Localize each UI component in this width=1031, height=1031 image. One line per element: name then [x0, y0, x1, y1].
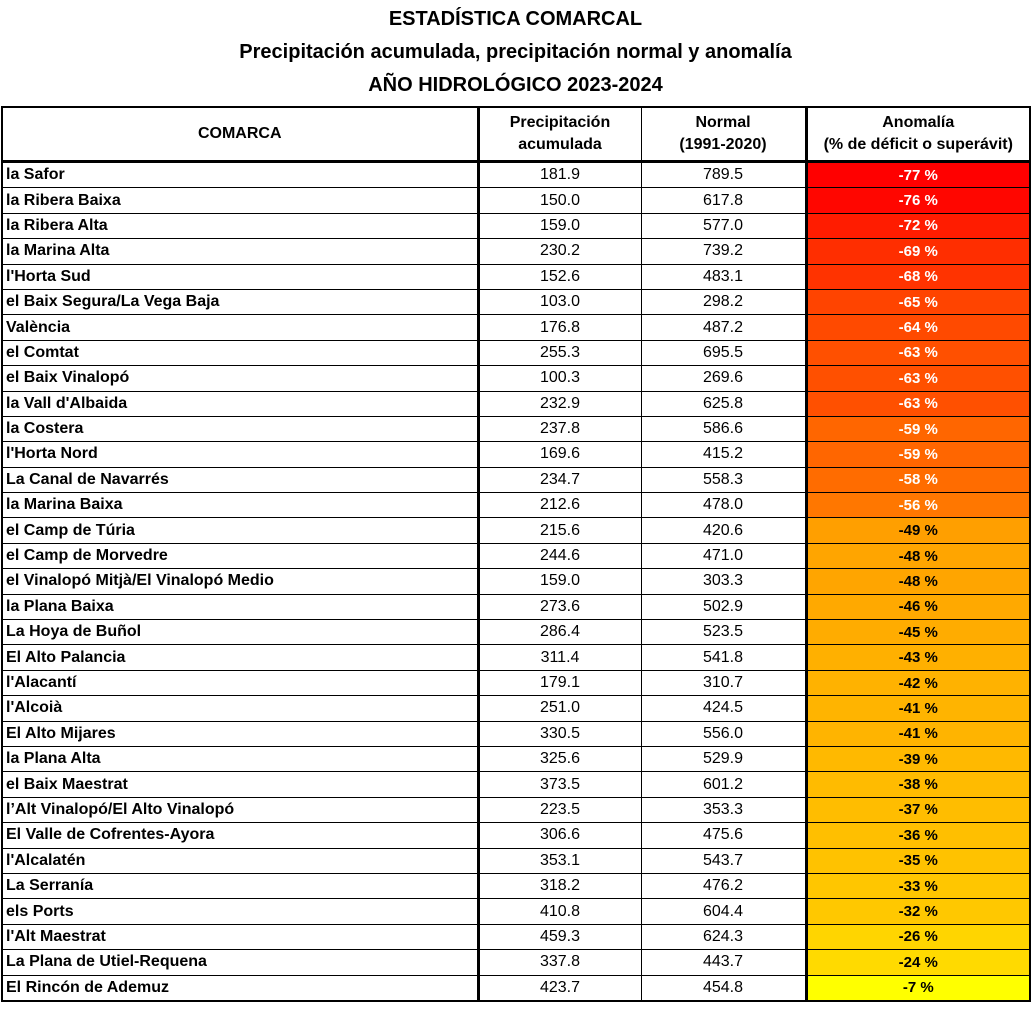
comarca-name-cell: la Costera [2, 416, 478, 441]
comarca-name-cell: l'Horta Nord [2, 442, 478, 467]
precipitation-cell: 318.2 [478, 873, 641, 898]
precipitation-cell: 234.7 [478, 467, 641, 492]
precipitation-cell: 255.3 [478, 340, 641, 365]
normal-cell: 523.5 [641, 620, 806, 645]
anomaly-cell: -38 % [806, 772, 1030, 797]
precipitation-cell: 306.6 [478, 823, 641, 848]
table-row [2, 797, 1030, 822]
normal-cell: 604.4 [641, 899, 806, 924]
normal-cell: 487.2 [641, 315, 806, 340]
comarca-name-cell: la Plana Baixa [2, 594, 478, 619]
anomaly-cell: -58 % [806, 467, 1030, 492]
precipitation-cell: 176.8 [478, 315, 641, 340]
header-normal-line1: Normal [695, 114, 751, 131]
normal-cell: 475.6 [641, 823, 806, 848]
comarca-name-cell: la Marina Alta [2, 239, 478, 264]
precipitation-cell: 223.5 [478, 797, 641, 822]
comarca-name-cell: la Marina Baixa [2, 493, 478, 518]
anomaly-cell: -49 % [806, 518, 1030, 543]
table-row [2, 670, 1030, 695]
precipitation-cell: 311.4 [478, 645, 641, 670]
normal-cell: 303.3 [641, 569, 806, 594]
normal-cell: 541.8 [641, 645, 806, 670]
precipitation-cell: 273.6 [478, 594, 641, 619]
normal-cell: 601.2 [641, 772, 806, 797]
anomaly-cell: -42 % [806, 670, 1030, 695]
precipitation-cell: 237.8 [478, 416, 641, 441]
table-row [2, 899, 1030, 924]
precipitation-cell: 150.0 [478, 188, 641, 213]
comarca-name-cell: La Serranía [2, 873, 478, 898]
anomaly-cell: -46 % [806, 594, 1030, 619]
comarca-name-cell: l’Alt Vinalopó/El Alto Vinalopó [2, 797, 478, 822]
comarca-name-cell: El Alto Palancia [2, 645, 478, 670]
report-period: AÑO HIDROLÓGICO 2023-2024 [368, 74, 663, 96]
anomaly-cell: -59 % [806, 416, 1030, 441]
anomaly-cell: -64 % [806, 315, 1030, 340]
precipitation-cell: 244.6 [478, 543, 641, 568]
table-body [2, 162, 1030, 1001]
table-row [2, 543, 1030, 568]
precipitation-cell: 232.9 [478, 391, 641, 416]
table-row [2, 188, 1030, 213]
table-row [2, 315, 1030, 340]
anomaly-cell: -56 % [806, 493, 1030, 518]
precipitation-cell: 251.0 [478, 696, 641, 721]
table-row [2, 213, 1030, 238]
table-header-row [2, 107, 1030, 162]
normal-cell: 483.1 [641, 264, 806, 289]
comarca-name-cell: el Camp de Túria [2, 518, 478, 543]
comarca-statistics-table [1, 106, 1031, 1002]
comarca-name-cell: els Ports [2, 899, 478, 924]
precipitation-cell: 159.0 [478, 213, 641, 238]
table-row [2, 620, 1030, 645]
table-row [2, 391, 1030, 416]
anomaly-cell: -69 % [806, 239, 1030, 264]
precipitation-cell: 410.8 [478, 899, 641, 924]
anomaly-cell: -24 % [806, 950, 1030, 975]
comarca-name-cell: el Baix Maestrat [2, 772, 478, 797]
normal-cell: 695.5 [641, 340, 806, 365]
anomaly-cell: -35 % [806, 848, 1030, 873]
table-row [2, 746, 1030, 771]
precipitation-cell: 353.1 [478, 848, 641, 873]
normal-cell: 478.0 [641, 493, 806, 518]
report-title: ESTADÍSTICA COMARCAL [388, 8, 643, 30]
precipitation-cell: 337.8 [478, 950, 641, 975]
anomaly-cell: -59 % [806, 442, 1030, 467]
table-row [2, 289, 1030, 314]
normal-cell: 739.2 [641, 239, 806, 264]
table-row [2, 696, 1030, 721]
comarca-name-cell: la Ribera Alta [2, 213, 478, 238]
anomaly-cell: -7 % [806, 975, 1030, 1001]
header-anomaly-line1: Anomalía [882, 114, 955, 131]
header-anomaly-line2: (% de déficit o superávit) [823, 136, 1013, 153]
precipitation-cell: 159.0 [478, 569, 641, 594]
normal-cell: 353.3 [641, 797, 806, 822]
comarca-name-cell: l'Alcoià [2, 696, 478, 721]
anomaly-cell: -48 % [806, 569, 1030, 594]
anomaly-cell: -77 % [806, 162, 1030, 188]
normal-cell: 471.0 [641, 543, 806, 568]
precipitation-cell: 169.6 [478, 442, 641, 467]
normal-cell: 624.3 [641, 924, 806, 949]
precipitation-cell: 286.4 [478, 620, 641, 645]
table-row [2, 340, 1030, 365]
comarca-name-cell: la Safor [2, 162, 478, 188]
table-row [2, 493, 1030, 518]
comarca-name-cell: El Alto Mijares [2, 721, 478, 746]
anomaly-cell: -33 % [806, 873, 1030, 898]
comarca-name-cell: el Vinalopó Mitjà/El Vinalopó Medio [2, 569, 478, 594]
table-row [2, 950, 1030, 975]
comarca-name-cell: el Baix Vinalopó [2, 366, 478, 391]
normal-cell: 558.3 [641, 467, 806, 492]
table-row [2, 645, 1030, 670]
table-row [2, 264, 1030, 289]
precipitation-cell: 212.6 [478, 493, 641, 518]
normal-cell: 454.8 [641, 975, 806, 1001]
anomaly-cell: -36 % [806, 823, 1030, 848]
comarca-name-cell: l'Alcalatén [2, 848, 478, 873]
header-precipitation [478, 107, 641, 162]
header-normal-line2: (1991-2020) [679, 136, 767, 153]
table-row [2, 721, 1030, 746]
table-row [2, 569, 1030, 594]
normal-cell: 420.6 [641, 518, 806, 543]
table-row [2, 239, 1030, 264]
report-titles [0, 0, 1031, 106]
normal-cell: 298.2 [641, 289, 806, 314]
table-row [2, 772, 1030, 797]
table-row [2, 823, 1030, 848]
anomaly-cell: -68 % [806, 264, 1030, 289]
comarca-name-cell: el Baix Segura/La Vega Baja [2, 289, 478, 314]
comarca-name-cell: El Rincón de Ademuz [2, 975, 478, 1001]
normal-cell: 789.5 [641, 162, 806, 188]
header-normal [641, 107, 806, 162]
anomaly-cell: -65 % [806, 289, 1030, 314]
anomaly-cell: -63 % [806, 340, 1030, 365]
table-row [2, 848, 1030, 873]
table-row [2, 162, 1030, 188]
anomaly-cell: -45 % [806, 620, 1030, 645]
table-row [2, 442, 1030, 467]
anomaly-cell: -72 % [806, 213, 1030, 238]
table-row [2, 924, 1030, 949]
anomaly-cell: -63 % [806, 366, 1030, 391]
normal-cell: 577.0 [641, 213, 806, 238]
comarca-name-cell: l'Alacantí [2, 670, 478, 695]
table-row [2, 975, 1030, 1001]
precipitation-cell: 230.2 [478, 239, 641, 264]
table-row [2, 594, 1030, 619]
normal-cell: 556.0 [641, 721, 806, 746]
precipitation-cell: 179.1 [478, 670, 641, 695]
table-row [2, 873, 1030, 898]
comarca-name-cell: La Hoya de Buñol [2, 620, 478, 645]
comarca-name-cell: la Ribera Baixa [2, 188, 478, 213]
precipitation-cell: 152.6 [478, 264, 641, 289]
comarca-name-cell: la Plana Alta [2, 746, 478, 771]
comarca-name-cell: el Camp de Morvedre [2, 543, 478, 568]
normal-cell: 543.7 [641, 848, 806, 873]
normal-cell: 310.7 [641, 670, 806, 695]
normal-cell: 617.8 [641, 188, 806, 213]
normal-cell: 625.8 [641, 391, 806, 416]
comarca-name-cell: l'Horta Sud [2, 264, 478, 289]
precipitation-cell: 373.5 [478, 772, 641, 797]
anomaly-cell: -39 % [806, 746, 1030, 771]
comarca-name-cell: la Vall d'Albaida [2, 391, 478, 416]
normal-cell: 443.7 [641, 950, 806, 975]
header-comarca: COMARCA [2, 107, 478, 162]
comarca-name-cell: l'Alt Maestrat [2, 924, 478, 949]
anomaly-cell: -63 % [806, 391, 1030, 416]
comarca-name-cell: València [2, 315, 478, 340]
precipitation-cell: 215.6 [478, 518, 641, 543]
table-row [2, 416, 1030, 441]
anomaly-cell: -76 % [806, 188, 1030, 213]
anomaly-cell: -37 % [806, 797, 1030, 822]
anomaly-cell: -32 % [806, 899, 1030, 924]
comarca-name-cell: el Comtat [2, 340, 478, 365]
normal-cell: 586.6 [641, 416, 806, 441]
header-precipitation-line1: Precipitación [509, 114, 611, 131]
normal-cell: 502.9 [641, 594, 806, 619]
precipitation-cell: 325.6 [478, 746, 641, 771]
anomaly-cell: -48 % [806, 543, 1030, 568]
table-row [2, 467, 1030, 492]
comarca-name-cell: La Canal de Navarrés [2, 467, 478, 492]
anomaly-cell: -43 % [806, 645, 1030, 670]
header-anomaly [806, 107, 1030, 162]
normal-cell: 269.6 [641, 366, 806, 391]
comarca-name-cell: La Plana de Utiel-Requena [2, 950, 478, 975]
normal-cell: 415.2 [641, 442, 806, 467]
anomaly-cell: -26 % [806, 924, 1030, 949]
precipitation-cell: 459.3 [478, 924, 641, 949]
report-subtitle: Precipitación acumulada, precipitación normal y anomalía [239, 41, 792, 63]
table-row [2, 518, 1030, 543]
normal-cell: 529.9 [641, 746, 806, 771]
anomaly-cell: -41 % [806, 696, 1030, 721]
precipitation-cell: 103.0 [478, 289, 641, 314]
precipitation-cell: 330.5 [478, 721, 641, 746]
comarca-name-cell: El Valle de Cofrentes-Ayora [2, 823, 478, 848]
normal-cell: 476.2 [641, 873, 806, 898]
normal-cell: 424.5 [641, 696, 806, 721]
precipitation-cell: 100.3 [478, 366, 641, 391]
table-row [2, 366, 1030, 391]
precipitation-cell: 423.7 [478, 975, 641, 1001]
precipitation-cell: 181.9 [478, 162, 641, 188]
anomaly-cell: -41 % [806, 721, 1030, 746]
header-precipitation-line2: acumulada [518, 136, 602, 153]
